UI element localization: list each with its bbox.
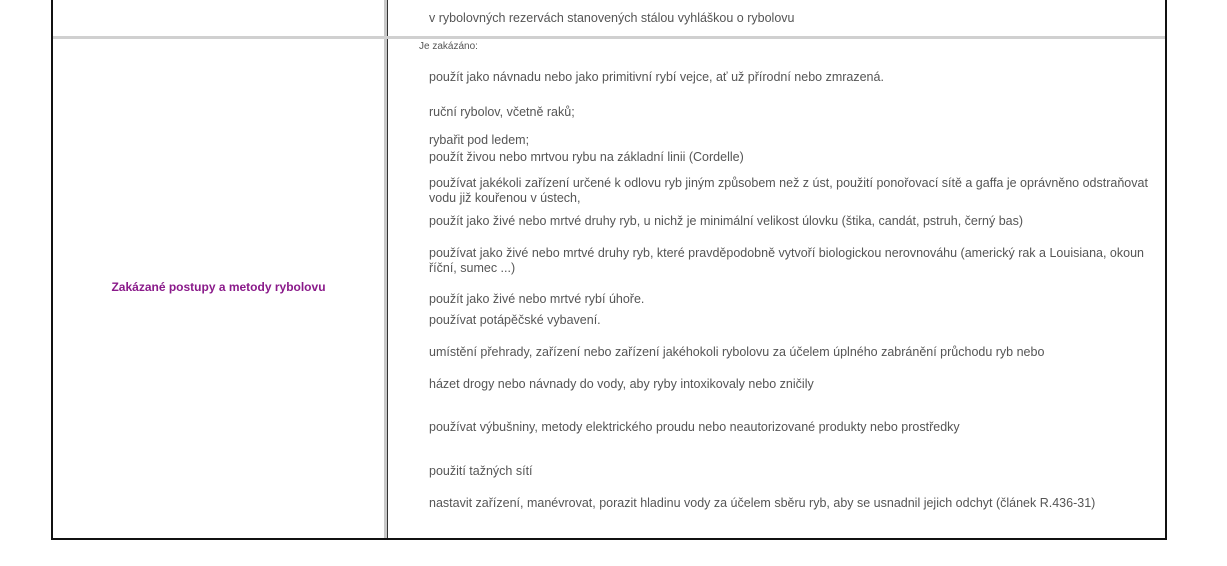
list-item: použít jako živé nebo mrtvé rybí úhoře. bbox=[429, 292, 645, 306]
list-item: nastavit zařízení, manévrovat, porazit hladinu vody za účelem sběru ryb, aby se usnadnil jejich odchyt (článek R.436-31) bbox=[429, 496, 1096, 510]
list-item: používat jako živé nebo mrtvé druhy ryb, které pravděpodobně vytvoří biologickou nerovnováhu (americký rak a Louisiana, okoun říční, sumec ...) bbox=[429, 246, 1144, 275]
regulations-table bbox=[51, 0, 1167, 540]
list-item: použít jako živé nebo mrtvé druhy ryb, u nichž je minimální velikost úlovku (štika, candát, pstruh, černý bas) bbox=[429, 214, 1024, 228]
table-border-right bbox=[1165, 0, 1167, 540]
list-item: použít jako návnadu nebo jako primitivní rybí vejce, ať už přírodní nebo zmrazená. bbox=[429, 70, 884, 84]
list-item: používat potápěčské vybavení. bbox=[429, 313, 601, 327]
list-item: použití tažných sítí bbox=[429, 464, 533, 478]
top-row-text: v rybolovných rezervách stanovených stálou vyhláškou o rybolovu bbox=[429, 11, 795, 25]
row-divider bbox=[53, 36, 1165, 39]
table-border-bottom bbox=[51, 538, 1167, 540]
list-item: rybařit pod ledem; bbox=[429, 133, 530, 147]
column-divider-line bbox=[387, 0, 388, 538]
row-label: Zakázané postupy a metody rybolovu bbox=[111, 280, 326, 294]
list-item: umístění přehrady, zařízení nebo zařízení jakéhokoli rybolovu za účelem úplného zabránění průchodu ryb nebo bbox=[429, 345, 1045, 359]
list-item: používat výbušniny, metody elektrického proudu nebo neautorizované produkty nebo prostředky bbox=[429, 420, 960, 434]
prohibited-intro: Je zakázáno: bbox=[419, 41, 478, 52]
list-item: házet drogy nebo návnady do vody, aby ryby intoxikovaly nebo zničily bbox=[429, 377, 814, 391]
list-item: ruční rybolov, včetně raků; bbox=[429, 105, 575, 119]
list-item: používat jakékoli zařízení určené k odlovu ryb jiným způsobem než z úst, použití ponořovací sítě a gaffa je oprávněno odstraňovat vodu již kouřenou v ústech, bbox=[429, 176, 1148, 205]
list-item: použít živou nebo mrtvou rybu na základní linii (Cordelle) bbox=[429, 150, 744, 164]
table-border-left bbox=[51, 0, 53, 540]
